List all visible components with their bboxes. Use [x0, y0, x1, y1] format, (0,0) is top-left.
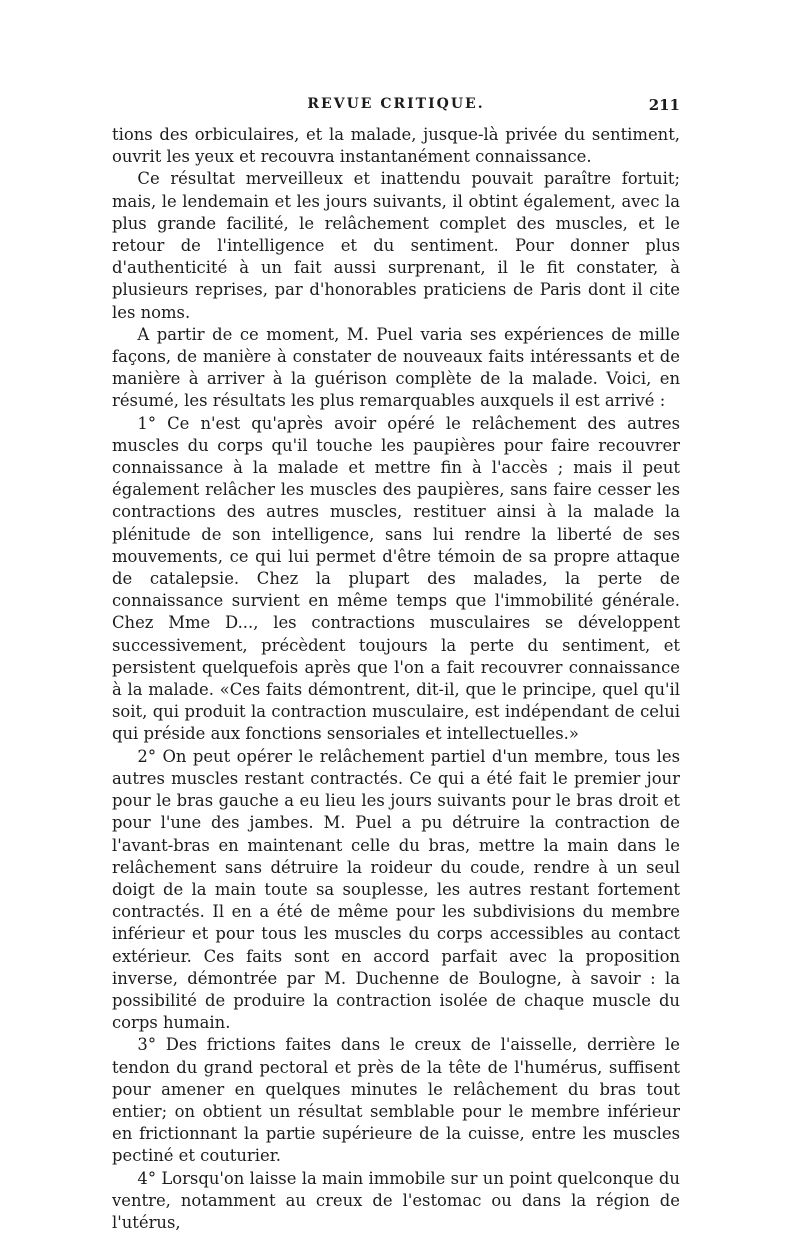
- numbered-paragraph-1: 1° Ce n'est qu'après avoir opéré le relâchement des autres muscles du corps qu'il touche les paupières pour faire recouvrer connaissance à la malade et mettre fin à l'accès ; mais il peut également relâcher les muscles des paupières, sans faire cesser les contractions des autres muscles, restituer ainsi à la malade la plénitude de son intelligence, sans lui rendre la liberté de ses mouvements, ce qui lui permet d'être témoin de sa propre attaque de catalepsie. Chez la plupart des malades, la perte de connaissance survient en même temps que l'immobilité générale. Chez Mme D..., les contractions musculaires se développent successivement, précèdent toujours la perte du sentiment, et persistent quelquefois après que l'on a fait recouvrer connaissance à la malade. «Ces faits démontrent, dit-il, que le principe, quel qu'il soit, qui produit la contraction musculaire, est indépendant de celui qui préside aux fonctions sensoriales et intellectuelles.»: [112, 413, 680, 744]
- body-text: [112, 124, 680, 1234]
- paragraph-continuation: tions des orbiculaires, et la malade, jusque-là privée du sentiment, ouvrit les yeux et recouvra instantanément connaissance.: [112, 125, 680, 167]
- paragraph: A partir de ce moment, M. Puel varia ses expériences de mille façons, de manière à constater de nouveaux faits intéressants et de manière à arriver à la guérison complète de la malade. Voici, en résumé, les résultats les plus remarquables auxquels il est arrivé :: [112, 324, 680, 411]
- page-number: 211: [648, 96, 680, 114]
- running-title: REVUE CRITIQUE.: [307, 96, 485, 112]
- numbered-paragraph-3: 3° Des frictions faites dans le creux de l'aisselle, derrière le tendon du grand pectoral et près de la tête de l'humérus, suffisent pour amener en quelques minutes le relâchement du bras tout entier; on obtient un résultat semblable pour le membre inférieur en frictionnant la partie supérieure de la cuisse, entre les muscles pectiné et couturier.: [112, 1035, 680, 1166]
- paragraph: Ce résultat merveilleux et inattendu pouvait paraître fortuit; mais, le lendemain et les jours suivants, il obtint également, avec la plus grande facilité, le relâchement complet des muscles, et le retour de l'intelligence et du sentiment. Pour donner plus d'authenticité à un fait aussi surprenant, il le fit constater, à plusieurs reprises, par d'honorables praticiens de Paris dont il cite les noms.: [112, 169, 680, 322]
- numbered-paragraph-4: 4° Lorsqu'on laisse la main immobile sur un point quelconque du ventre, notamment au creux de l'estomac ou dans la région de l'utérus,: [112, 1168, 680, 1232]
- numbered-paragraph-2: 2° On peut opérer le relâchement partiel d'un membre, tous les autres muscles restant contractés. Ce qui a été fait le premier jour pour le bras gauche a eu lieu les jours suivants pour le bras droit et pour l'une des jambes. M. Puel a pu détruire la contraction de l'avant-bras en maintenant celle du bras, mettre la main dans le relâchement sans détruire la roideur du coude, rendre à un seul doigt de la main toute sa souplesse, les autres restant fortement contractés. Il en a été de même pour les subdivisions du membre inférieur et pour tous les muscles du corps accessibles au contact extérieur. Ces faits sont en accord parfait avec la proposition inverse, démontrée par M. Duchenne de Boulogne, à savoir : la possibilité de produire la contraction isolée de chaque muscle du corps humain.: [112, 746, 680, 1033]
- page-header: [112, 96, 680, 118]
